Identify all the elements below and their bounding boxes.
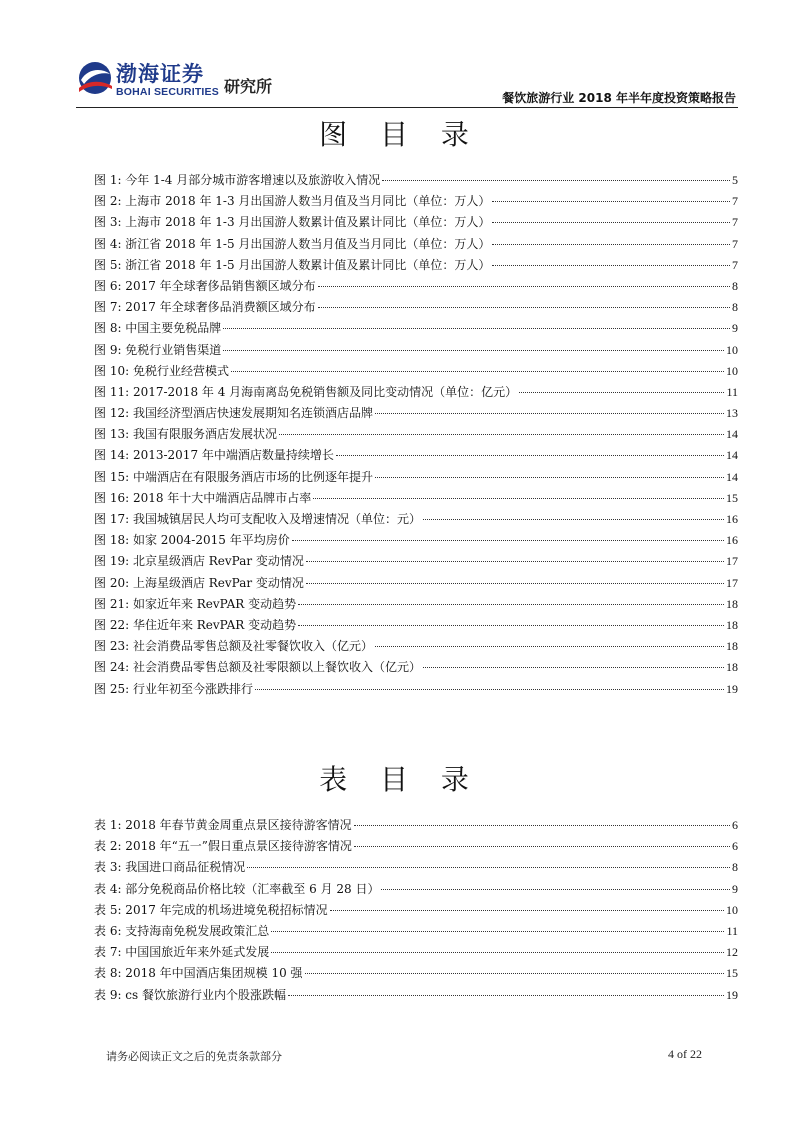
toc-entry[interactable] bbox=[94, 404, 738, 425]
toc-entry[interactable] bbox=[94, 341, 738, 362]
toc-entry[interactable] bbox=[94, 213, 738, 234]
toc-entry[interactable] bbox=[94, 192, 738, 213]
toc-entry-page: 12 bbox=[726, 945, 738, 960]
toc-entry[interactable] bbox=[94, 446, 738, 467]
toc-entry-page: 9 bbox=[732, 321, 738, 336]
toc-entry-page: 16 bbox=[726, 533, 738, 548]
toc-entry-page: 6 bbox=[732, 818, 738, 832]
toc-entry-page: 10 bbox=[726, 902, 738, 917]
toc-entry[interactable] bbox=[94, 235, 738, 256]
toc-entry-label: 表 4: 部分免税商品价格比较（汇率截至 6 月 28 日） bbox=[94, 881, 380, 896]
toc-entry[interactable] bbox=[94, 552, 738, 573]
toc-entry-label: 图 13: 我国有限服务酒店发展状况 bbox=[94, 427, 277, 442]
table-toc-list bbox=[94, 816, 738, 1007]
toc-entry[interactable] bbox=[94, 616, 738, 637]
toc-entry[interactable] bbox=[94, 383, 738, 404]
toc-entry[interactable] bbox=[94, 816, 738, 837]
toc-entry-label: 图 20: 上海星级酒店 RevPar 变动情况 bbox=[94, 575, 304, 590]
toc-entry-page: 8 bbox=[732, 300, 738, 315]
disclaimer-note: 请务必阅读正文之后的免责条款部分 bbox=[106, 1050, 282, 1063]
toc-leader-dots bbox=[255, 689, 724, 690]
toc-leader-dots bbox=[288, 995, 724, 996]
toc-entry-page: 14 bbox=[726, 469, 738, 484]
toc-leader-dots bbox=[279, 434, 724, 435]
toc-entry[interactable] bbox=[94, 943, 738, 964]
company-logo bbox=[76, 58, 316, 104]
toc-leader-dots bbox=[231, 371, 724, 372]
toc-leader-dots bbox=[375, 646, 724, 647]
toc-entry-label: 图 1: 今年 1-4 月部分城市游客增速以及旅游收入情况 bbox=[94, 173, 381, 187]
toc-entry[interactable] bbox=[94, 171, 738, 192]
toc-leader-dots bbox=[306, 583, 724, 584]
bohai-logo-icon bbox=[76, 58, 114, 102]
report-title: 餐饮旅游行业 2018 年半年度投资策略报告 bbox=[502, 91, 736, 105]
toc-entry-label: 图 14: 2013-2017 年中端酒店数量持续增长 bbox=[94, 448, 334, 463]
toc-leader-dots bbox=[519, 392, 724, 393]
toc-entry-page: 7 bbox=[732, 194, 738, 209]
toc-entry[interactable] bbox=[94, 922, 738, 943]
toc-entry-label: 图 17: 我国城镇居民人均可支配收入及增速情况（单位：元） bbox=[94, 512, 421, 526]
toc-entry-label: 图 4: 浙江省 2018 年 1-5 月出国游人数当月值及当月同比（单位：万人） bbox=[94, 236, 491, 251]
toc-entry-label: 图 9: 免税行业销售渠道 bbox=[94, 342, 222, 357]
toc-entry-page: 18 bbox=[726, 660, 738, 675]
toc-leader-dots bbox=[354, 825, 730, 826]
toc-leader-dots bbox=[223, 350, 724, 351]
toc-leader-dots bbox=[330, 910, 724, 911]
toc-entry[interactable] bbox=[94, 362, 738, 383]
toc-leader-dots bbox=[292, 540, 724, 541]
toc-leader-dots bbox=[313, 498, 724, 499]
toc-entry-page: 5 bbox=[732, 173, 738, 187]
toc-leader-dots bbox=[318, 307, 730, 308]
toc-entry-page: 17 bbox=[726, 575, 738, 590]
toc-leader-dots bbox=[375, 477, 724, 478]
toc-entry-label: 表 5: 2017 年完成的机场进境免税招标情况 bbox=[94, 902, 328, 917]
toc-entry-page: 7 bbox=[732, 215, 738, 230]
toc-entry-label: 图 15: 中端酒店在有限服务酒店市场的比例逐年提升 bbox=[94, 469, 373, 484]
toc-entry-label: 表 9: cs 餐饮旅游行业内个股涨跌幅 bbox=[94, 987, 287, 1002]
toc-entry[interactable] bbox=[94, 680, 738, 701]
toc-entry-label: 图 5: 浙江省 2018 年 1-5 月出国游人数累计值及累计同比（单位：万人） bbox=[94, 257, 491, 272]
toc-leader-dots bbox=[271, 931, 724, 932]
toc-entry-label: 图 18: 如家 2004-2015 年平均房价 bbox=[94, 533, 290, 548]
brand-name-cn: 渤海证券 bbox=[116, 62, 204, 86]
toc-entry-page: 14 bbox=[726, 427, 738, 442]
toc-entry-label: 图 3: 上海市 2018 年 1-3 月出国游人数累计值及累计同比（单位：万人） bbox=[94, 215, 491, 230]
toc-entry-label: 表 8: 2018 年中国酒店集团规模 10 强 bbox=[94, 966, 303, 981]
toc-leader-dots bbox=[381, 889, 730, 890]
toc-entry[interactable] bbox=[94, 298, 738, 319]
toc-entry[interactable] bbox=[94, 837, 738, 858]
toc-entry-page: 11 bbox=[726, 384, 738, 399]
toc-entry-page: 18 bbox=[726, 617, 738, 632]
toc-entry-page: 13 bbox=[726, 406, 738, 421]
toc-entry-label: 表 6: 支持海南免税发展政策汇总 bbox=[94, 923, 270, 938]
toc-entry-page: 15 bbox=[726, 966, 738, 981]
toc-entry-page: 19 bbox=[726, 681, 738, 696]
toc-entry[interactable] bbox=[94, 256, 738, 277]
toc-entry[interactable] bbox=[94, 468, 738, 489]
toc-entry-label: 图 6: 2017 年全球奢侈品销售额区域分布 bbox=[94, 278, 316, 293]
toc-entry[interactable] bbox=[94, 574, 738, 595]
toc-entry-label: 图 16: 2018 年十大中端酒店品牌市占率 bbox=[94, 490, 312, 505]
toc-entry[interactable] bbox=[94, 986, 738, 1007]
toc-entry-page: 7 bbox=[732, 257, 738, 272]
toc-entry-page: 14 bbox=[726, 448, 738, 463]
toc-leader-dots bbox=[298, 625, 724, 626]
toc-entry-label: 图 22: 华住近年来 RevPAR 变动趋势 bbox=[94, 617, 297, 632]
toc-entry[interactable] bbox=[94, 858, 738, 879]
toc-entry-page: 18 bbox=[726, 639, 738, 654]
toc-entry[interactable] bbox=[94, 531, 738, 552]
toc-leader-dots bbox=[492, 265, 730, 266]
toc-entry-label: 表 3: 我国进口商品征税情况 bbox=[94, 860, 246, 875]
toc-leader-dots bbox=[223, 328, 730, 329]
toc-entry-page: 6 bbox=[732, 839, 738, 854]
toc-entry[interactable] bbox=[94, 425, 738, 446]
toc-entry[interactable] bbox=[94, 319, 738, 340]
toc-entry-page: 7 bbox=[732, 236, 738, 251]
toc-leader-dots bbox=[336, 455, 724, 456]
toc-entry-label: 图 19: 北京星级酒店 RevPar 变动情况 bbox=[94, 554, 304, 569]
toc-entry-page: 10 bbox=[726, 363, 738, 378]
toc-entry[interactable] bbox=[94, 277, 738, 298]
toc-entry-label: 图 7: 2017 年全球奢侈品消费额区域分布 bbox=[94, 300, 316, 315]
toc-entry-page: 11 bbox=[726, 923, 738, 938]
page-number: 4 of 22 bbox=[668, 1047, 702, 1061]
toc-entry[interactable] bbox=[94, 658, 738, 679]
toc-leader-dots bbox=[492, 201, 730, 202]
toc-entry-label: 图 12: 我国经济型酒店快速发展期知名连锁酒店品牌 bbox=[94, 406, 373, 421]
toc-leader-dots bbox=[247, 867, 730, 868]
toc-entry-label: 图 23: 社会消费品零售总额及社零餐饮收入（亿元） bbox=[94, 639, 373, 654]
toc-entry[interactable] bbox=[94, 489, 738, 510]
page-header bbox=[76, 56, 736, 108]
toc-entry-label: 图 10: 免税行业经营模式 bbox=[94, 363, 229, 378]
toc-leader-dots bbox=[492, 222, 730, 223]
toc-leader-dots bbox=[318, 286, 730, 287]
toc-entry-page: 8 bbox=[732, 278, 738, 293]
table-toc-title: 表 目 录 bbox=[319, 763, 481, 796]
toc-entry-page: 16 bbox=[726, 512, 738, 526]
toc-leader-dots bbox=[423, 519, 724, 520]
toc-entry-page: 8 bbox=[732, 860, 738, 875]
toc-entry-page: 17 bbox=[726, 554, 738, 569]
toc-entry-label: 图 25: 行业年初至今涨跌排行 bbox=[94, 681, 253, 696]
toc-entry-page: 10 bbox=[726, 342, 738, 357]
toc-leader-dots bbox=[492, 244, 730, 245]
toc-leader-dots bbox=[306, 561, 724, 562]
toc-entry[interactable] bbox=[94, 880, 738, 901]
brand-name-en: BOHAI SECURITIES bbox=[116, 86, 219, 98]
institute-label: 研究所 bbox=[224, 77, 273, 96]
toc-leader-dots bbox=[298, 604, 724, 605]
figure-toc-title: 图 目 录 bbox=[319, 118, 481, 151]
toc-leader-dots bbox=[423, 667, 724, 668]
toc-entry[interactable] bbox=[94, 964, 738, 985]
toc-entry-label: 表 1: 2018 年春节黄金周重点景区接待游客情况 bbox=[94, 818, 352, 832]
toc-entry-page: 9 bbox=[732, 881, 738, 896]
toc-entry[interactable] bbox=[94, 595, 738, 616]
toc-entry[interactable] bbox=[94, 637, 738, 658]
toc-entry-label: 图 8: 中国主要免税品牌 bbox=[94, 321, 222, 336]
toc-entry-page: 18 bbox=[726, 596, 738, 611]
toc-leader-dots bbox=[354, 846, 730, 847]
toc-leader-dots bbox=[375, 413, 724, 414]
toc-entry-label: 图 2: 上海市 2018 年 1-3 月出国游人数当月值及当月同比（单位：万人） bbox=[94, 194, 491, 209]
toc-entry-label: 表 2: 2018 年“五一”假日重点景区接待游客情况 bbox=[94, 839, 352, 854]
toc-leader-dots bbox=[271, 952, 724, 953]
toc-entry-page: 15 bbox=[726, 490, 738, 505]
toc-entry[interactable] bbox=[94, 510, 738, 531]
header-divider bbox=[76, 107, 738, 108]
toc-entry-label: 图 11: 2017-2018 年 4 月海南离岛免税销售额及同比变动情况（单位：亿元） bbox=[94, 384, 518, 399]
toc-entry-page: 19 bbox=[726, 987, 738, 1002]
figure-toc-list bbox=[94, 171, 738, 701]
toc-entry[interactable] bbox=[94, 901, 738, 922]
toc-leader-dots bbox=[305, 973, 724, 974]
toc-entry-label: 图 21: 如家近年来 RevPAR 变动趋势 bbox=[94, 596, 297, 611]
toc-entry-label: 表 7: 中国国旅近年来外延式发展 bbox=[94, 945, 270, 960]
toc-leader-dots bbox=[382, 180, 730, 181]
toc-entry-label: 图 24: 社会消费品零售总额及社零限额以上餐饮收入（亿元） bbox=[94, 660, 421, 675]
